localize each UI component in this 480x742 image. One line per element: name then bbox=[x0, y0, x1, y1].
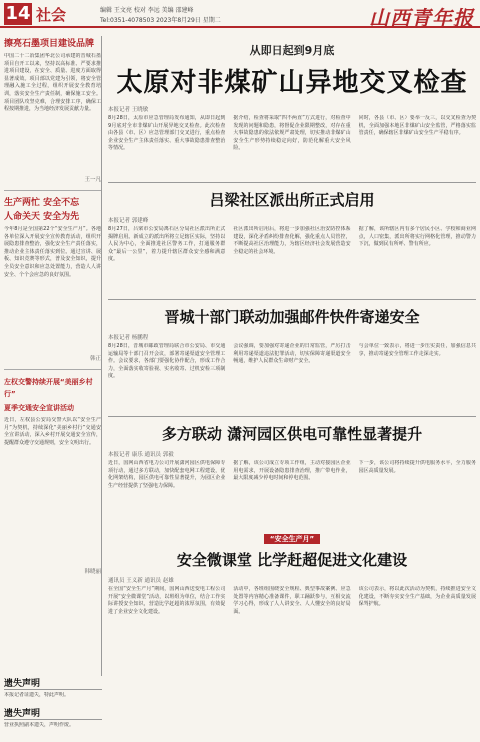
page-number: 14 bbox=[5, 3, 31, 24]
article-5-headline: 安全微课堂 比学赶超促进文化建设 bbox=[176, 551, 408, 569]
lead-col-3: 同时，各县（市、区）要举一反三，以交叉检查为契机，全面加强本地区非煤矿山安全监管，严格落实监管责任，确保辖区非煤矿山安全生产平稳有序。 bbox=[358, 115, 476, 137]
safety-month-label: “安全生产月” bbox=[264, 534, 320, 544]
side-article-2-author: 韩正 bbox=[89, 356, 101, 362]
date-line: Tel:0351-4078503 2023年8月29日 星期二 bbox=[100, 17, 221, 24]
side-article-1-body: 中国二十二冶集团华北公司承建的晋城石墨项目自开工以来，坚持以高标准、严要求推进项目建设，在安全、质量、进度方面取得显著成效。项目部以党建为引领，将安全管理融入施工全过程，组织开展安全教育培训，落实安全生产责任制，确保施工安全。项目团队攻坚克难，合理安排工序，确保工程按期推进，为当地经济发展贡献力量。 bbox=[4, 53, 101, 113]
article-3-author: 本报记者 杨鹏程 bbox=[108, 335, 149, 341]
side-article-1-title: 擦亮石墨项目建设品牌 bbox=[4, 39, 95, 49]
article-2-col-3: 据了解，该所辖区内有多个居民小区、学校和商业网点，人口密集，派出所将实行网格化管理，推动警力下沉，做到民有所呼、警有所应。 bbox=[358, 226, 476, 248]
article-4-headline: 多方联动 潇河园区供电可靠性显著提升 bbox=[161, 425, 423, 443]
newspaper-logo: 山西青年报 bbox=[369, 6, 474, 30]
article-2-col-2: 社区派出所启用后，将进一步加强社区治安防控体系建设，深化矛盾纠纷排查化解，强化重点人员管控，不断提高社区治理能力，为辖区经济社会发展营造安全稳定的社会环境。 bbox=[233, 226, 351, 255]
main-column bbox=[108, 36, 476, 726]
article-5-col-3: 该公司表示，将以此次活动为契机，持续推进安全文化建设，不断夯实安全生产基础，为企业高质量发展保驾护航。 bbox=[358, 586, 476, 608]
side-article-2-body: 今年8月是全国第22个“安全生产月”。各地各单位深入开展安全宣传教育活动，组织开展隐患排查整治，强化安全生产责任落实，推动企业主体责任落实到位。通过宣讲、展板、知识竞赛等形式，普及安全知识，提升全员安全意识和应急处置能力，营造人人讲安全、个个会应急的良好氛围。 bbox=[4, 226, 101, 278]
notice-1-body: 本报记者证遗失，特此声明。 bbox=[4, 692, 70, 698]
notice-2-body: 营业执照副本遗失，声明作废。 bbox=[4, 722, 75, 728]
side-article-2 bbox=[4, 197, 101, 370]
divider bbox=[108, 416, 476, 417]
article-5-col-1: 在全国“安全生产月”期间，国网山西送变电工程公司开展“安全微课堂”活动，以班组为单位，结合工作实际讲授安全知识，营造比学赶超的浓厚氛围，有效促进了企业安全文化建设。 bbox=[108, 586, 226, 615]
article-4-col-2: 据了解，该公司成立专项工作组，主动对接园区企业用电需求，开展设备隐患排查治理，推广带电作业，最大限度减少停电时间和停电范围。 bbox=[233, 460, 351, 482]
safety-month-banner bbox=[108, 526, 476, 545]
lead-kicker: 从即日起到9月底 bbox=[249, 44, 335, 57]
side-article-1-author: 王一凡 bbox=[84, 177, 101, 183]
side-article-1 bbox=[4, 38, 101, 191]
article-3-body bbox=[108, 343, 476, 411]
lead-col-2: 据介绍，检查将采取“四不两直”方式进行，对检查中发现的问题和隐患，将督促企业限期整改，对存在重大事故隐患的依法依规严肃处理，切实推动非煤矿山安全生产形势持续稳定向好，防范化解重大安全风险。 bbox=[233, 115, 351, 152]
notice-1-title: 遗失声明 bbox=[4, 676, 102, 690]
article-4-author: 本报记者 康乐 通讯员 郭毅 bbox=[108, 452, 174, 458]
article-2-col-1: 8月27日，吕梁市公安局离石区分局社区派出所正式揭牌启用。新成立的派出所将立足辖区实际，坚持以人民为中心，全面推进社区警务工作，打通服务群众“最后一公里”，着力提升辖区群众安全感和满意度。 bbox=[108, 226, 226, 263]
article-4-col-1: 近日，国网山西省电力公司开展潇河园区供电保障专项行动，通过多方联动，加快配套电网工程建设，优化网架结构，园区供电可靠性显著提升，为园区企业生产经营提供了坚强电力保障。 bbox=[108, 460, 226, 489]
page-header bbox=[0, 0, 480, 28]
section-name: 社会 bbox=[36, 6, 67, 24]
lead-col-1: 8月28日，太原市应急管理局发布通知，从即日起到9月底对全市非煤矿山开展异地交叉检查。此次检查由各县（市、区）应急管理部门交叉进行，重点检查企业安全生产主体责任落实、重大事故隐患排查整治等情况。 bbox=[108, 115, 226, 152]
article-3-col-3: 与会单位一致表示，将进一步压实责任，加强信息共享，推动寄递安全管理工作走深走实。 bbox=[358, 343, 476, 357]
editor-line: 编辑 王文亮 校对 李远 美编 邵建峰 bbox=[100, 7, 194, 14]
side-article-2-title-1: 生产两忙 安全不忘 bbox=[4, 198, 80, 208]
divider bbox=[108, 182, 476, 183]
article-4-col-3: 下一步，该公司将持续提升供电服务水平，全力服务园区高质量发展。 bbox=[358, 460, 476, 474]
side-column bbox=[4, 36, 102, 676]
notices bbox=[4, 676, 102, 736]
side-article-2-title-2: 人命关天 安全为先 bbox=[4, 212, 80, 222]
article-5-body bbox=[108, 586, 476, 654]
notice-2-title: 遗失声明 bbox=[4, 706, 102, 720]
lead-headline: 太原对非煤矿山异地交叉检查 bbox=[116, 68, 468, 98]
article-3-col-1: 8月28日，晋城市邮政管理局联合市公安局、市交通运输局等十部门召开会议，部署寄递渠道安全管理工作。会议要求，各部门要强化协作配合，形成工作合力，全面落实收寄验视、实名收寄、过机安检三项制度。 bbox=[108, 343, 226, 380]
lead-author: 本报记者 王晓敏 bbox=[108, 107, 149, 113]
side-article-3 bbox=[4, 376, 101, 582]
side-article-3-title-2: 夏季交通安全宣讲活动 bbox=[4, 404, 74, 412]
divider bbox=[108, 299, 476, 300]
article-3-col-2: 会议强调，要加强对寄递企业的日常监管，严厉打击利用寄递渠道违法犯罪活动，切实保障寄递渠道安全畅通，维护人民群众生命财产安全。 bbox=[233, 343, 351, 365]
article-2-headline: 吕梁社区派出所正式启用 bbox=[209, 191, 375, 209]
article-2-body bbox=[108, 226, 476, 294]
article-2-author: 本报记者 郭建峰 bbox=[108, 218, 149, 224]
article-5-col-2: 活动中，各班组围绕安全规程、典型事故案例、应急处置等内容精心准备课件，职工踊跃参与，互相交流学习心得，形成了人人讲安全、人人懂安全的良好局面。 bbox=[233, 586, 351, 615]
article-4-body bbox=[108, 460, 476, 522]
side-article-3-body: 近日，左权县公安局交警大队以“安全生产月”为契机，持续深化“美丽乡村行”交通安全宣讲活动，深入乡村开展交通安全宣传，提醒群众遵守交通规则，安全文明出行。 bbox=[4, 417, 101, 446]
article-3-headline: 晋城十部门联动加强邮件快件寄递安全 bbox=[164, 308, 420, 326]
lead-body bbox=[108, 115, 476, 177]
side-article-3-title-1: 左权交警持续开展“美丽乡村行” bbox=[4, 378, 93, 398]
article-5-author: 通讯员 王义新 通讯员 赵雄 bbox=[108, 578, 174, 584]
side-article-3-author: 韩晓丽 bbox=[84, 569, 101, 575]
